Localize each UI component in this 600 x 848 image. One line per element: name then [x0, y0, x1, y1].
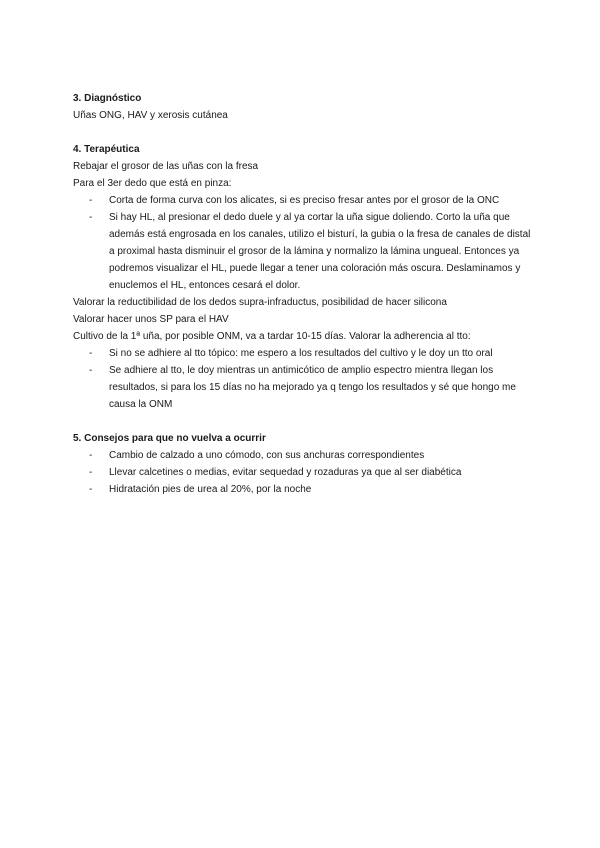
therapy-line-2: Para el 3er dedo que está en pinza: — [73, 178, 232, 189]
bullet-dash: - — [89, 195, 93, 206]
diagnosis-text: Uñas ONG, HAV y xerosis cutánea — [73, 110, 228, 121]
bullet-dash: - — [89, 212, 93, 223]
bullet-dash: - — [89, 467, 93, 478]
therapy-line-3: Valorar la reductibilidad de los dedos supra-infraductus, posibilidad de hacer silicona — [73, 297, 447, 308]
list-item — [73, 345, 533, 362]
list-item — [73, 447, 533, 464]
list-item-text: Si no se adhiere al tto tópico: me espero a los resultados del cultivo y le doy un tto oral — [109, 348, 493, 359]
therapy-bullets-a — [73, 192, 533, 294]
list-item — [73, 362, 533, 413]
section-3-heading: 3. Diagnóstico — [73, 93, 142, 104]
section-5-heading: 5. Consejos para que no vuelva a ocurrir — [73, 433, 266, 444]
list-item — [73, 464, 533, 481]
list-item-text: Corta de forma curva con los alicates, si es preciso fresar antes por el grosor de la ONC — [109, 195, 500, 206]
spacer — [73, 413, 533, 430]
document-page — [73, 90, 533, 498]
bullet-dash: - — [89, 450, 93, 461]
list-item-text: Si hay HL, al presionar el dedo duele y al ya cortar la uña sigue doliendo. Corto la uña que además está engrosada en los canales, utilizo el bisturí, la gubia o la fresa de canales de distal a proximal hasta disminuir el grosor de la lámina y normalizo la lámina ungueal. Entonces ya podremos visualizar el HL, puede llegar a tener una coloración más oscura. Deslaminamos y enuclemos el HL, entonces cesará el dolor. — [109, 212, 531, 291]
spacer — [73, 124, 533, 141]
section-4-heading: 4. Terapéutica — [73, 144, 140, 155]
therapy-line-4: Valorar hacer unos SP para el HAV — [73, 314, 229, 325]
list-item — [73, 192, 533, 209]
list-item — [73, 481, 533, 498]
advice-bullets — [73, 447, 533, 498]
bullet-dash: - — [89, 484, 93, 495]
therapy-line-5: Cultivo de la 1ª uña, por posible ONM, va a tardar 10-15 días. Valorar la adherencia al tto: — [73, 331, 471, 342]
therapy-bullets-b — [73, 345, 533, 413]
bullet-dash: - — [89, 348, 93, 359]
list-item-text: Se adhiere al tto, le doy mientras un antimicótico de amplio espectro mientra llegan los resultados, si para los 15 días no ha mejorado ya q tengo los resultados y sé que hongo me causa la ONM — [109, 365, 516, 410]
list-item-text: Llevar calcetines o medias, evitar sequedad y rozaduras ya que al ser diabética — [109, 467, 462, 478]
list-item — [73, 209, 533, 294]
list-item-text: Hidratación pies de urea al 20%, por la noche — [109, 484, 312, 495]
bullet-dash: - — [89, 365, 93, 376]
list-item-text: Cambio de calzado a uno cómodo, con sus anchuras correspondientes — [109, 450, 425, 461]
therapy-line-1: Rebajar el grosor de las uñas con la fresa — [73, 161, 259, 172]
